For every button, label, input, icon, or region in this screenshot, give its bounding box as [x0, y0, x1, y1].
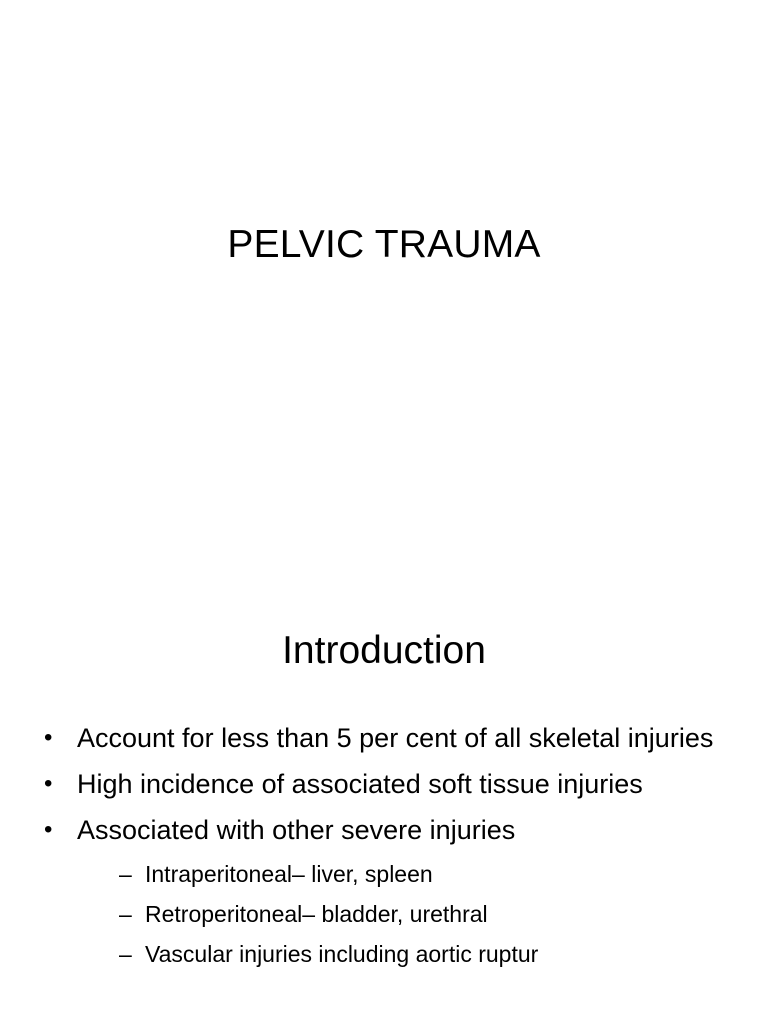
bullet-text: Account for less than 5 per cent of all skeletal injuries: [77, 723, 714, 753]
dash-icon: –: [119, 861, 132, 887]
section-heading: Introduction: [282, 629, 486, 672]
sub-bullet-text: Vascular injuries including aortic ruptur: [145, 941, 539, 967]
bullet-item: [44, 810, 744, 970]
sub-bullet-list: [77, 858, 744, 970]
sub-bullet-text: Retroperitoneal– bladder, urethral: [145, 901, 488, 927]
bullet-list: [44, 718, 744, 976]
sub-bullet-item: [77, 938, 744, 970]
bullet-item: [44, 718, 744, 758]
sub-bullet-item: [77, 898, 744, 930]
bullet-dot-icon: •: [44, 724, 53, 751]
dash-icon: –: [119, 901, 132, 927]
dash-icon: –: [119, 941, 132, 967]
bullet-text: High incidence of associated soft tissue injuries: [77, 769, 643, 799]
bullet-dot-icon: •: [44, 770, 53, 797]
bullet-item: [44, 764, 744, 804]
sub-bullet-text: Intraperitoneal– liver, spleen: [145, 861, 433, 887]
bullet-dot-icon: •: [44, 816, 53, 843]
slide-title: PELVIC TRAUMA: [227, 223, 541, 266]
sub-bullet-item: [77, 858, 744, 890]
bullet-text: Associated with other severe injuries: [77, 815, 516, 845]
